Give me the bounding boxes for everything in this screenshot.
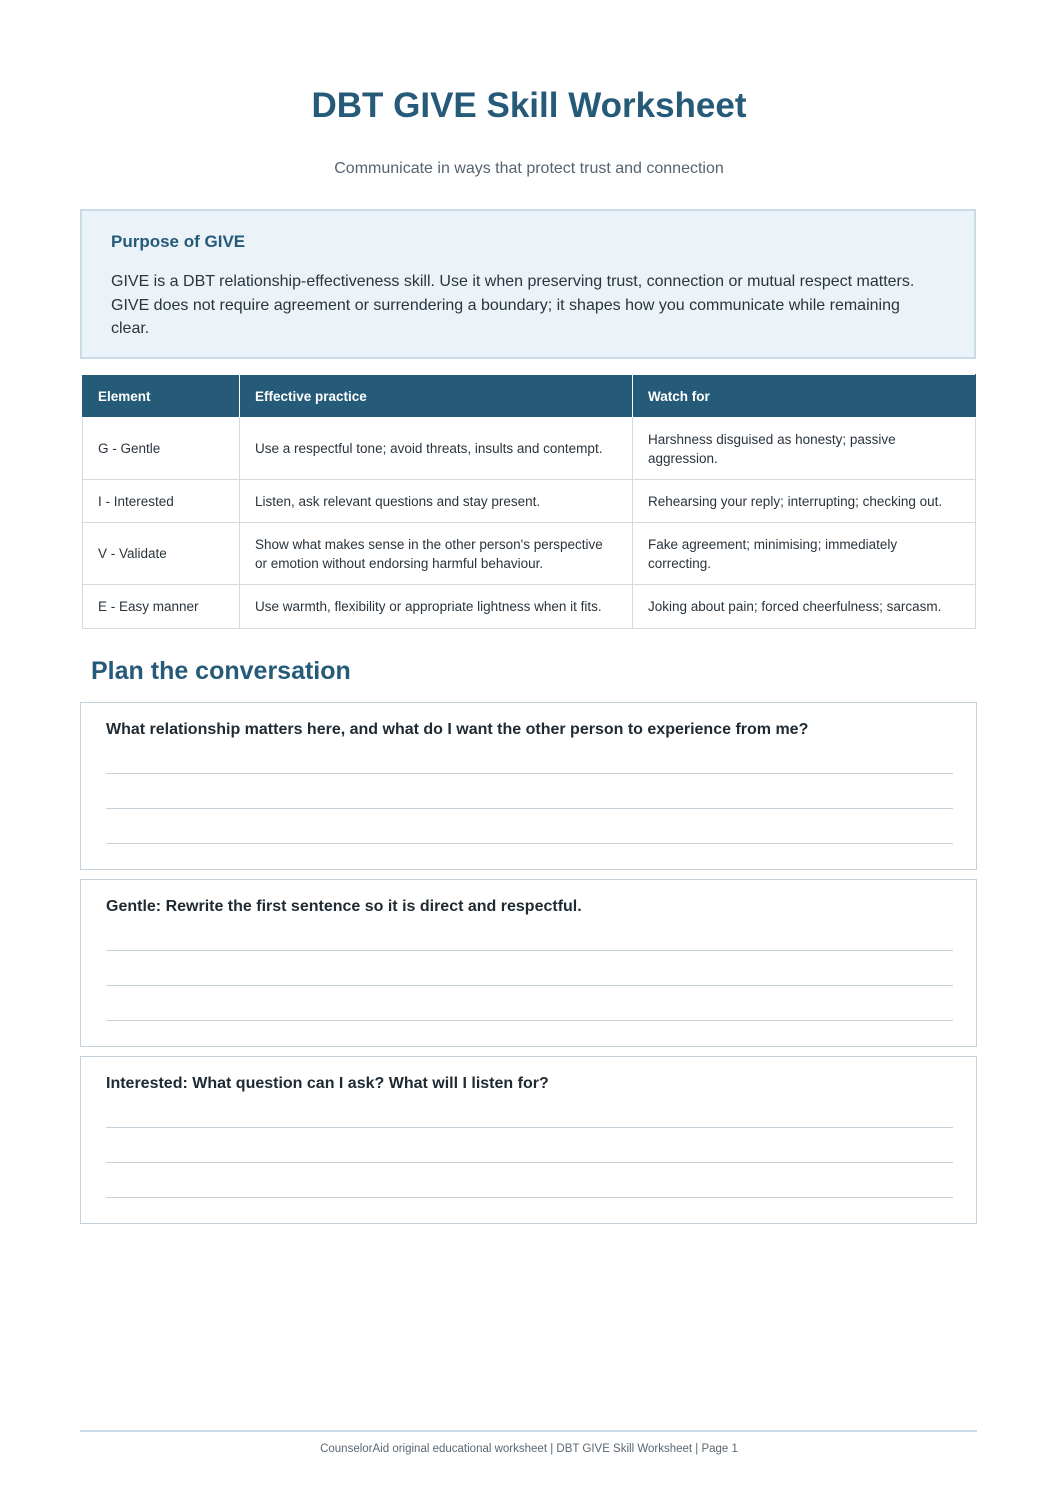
answer-line[interactable] xyxy=(106,843,953,844)
element-cell: G - Gentle xyxy=(83,418,240,480)
answer-line[interactable] xyxy=(106,1162,953,1163)
prompt-label: Interested: What question can I ask? What will I listen for? xyxy=(106,1075,549,1092)
answer-line[interactable] xyxy=(106,1197,953,1198)
prompt-box-gentle xyxy=(80,879,977,1047)
prompt-box-interested xyxy=(80,1056,977,1224)
purpose-heading: Purpose of GIVE xyxy=(111,232,246,251)
answer-line[interactable] xyxy=(106,950,953,951)
watch-for-cell: Joking about pain; forced cheerfulness; sarcasm. xyxy=(633,585,976,629)
table-row xyxy=(83,523,976,585)
purpose-text: GIVE is a DBT relationship-effectiveness skill. Use it when preserving trust, connection or mutual respect matters. GIVE does not require agreement or surrendering a boundary; it shapes how you communicate while remaining clear. xyxy=(111,273,915,337)
plan-section-heading: Plan the conversation xyxy=(91,657,351,685)
watch-for-cell: Harshness disguised as honesty; passive aggression. xyxy=(633,418,976,480)
page-subtitle: Communicate in ways that protect trust and connection xyxy=(334,160,724,177)
table-header-row xyxy=(83,375,976,418)
prompt-label: Gentle: Rewrite the first sentence so it is direct and respectful. xyxy=(106,898,582,915)
table-row xyxy=(83,585,976,629)
purpose-box xyxy=(80,209,976,359)
column-header-watch-for: Watch for xyxy=(633,375,976,418)
page-title: DBT GIVE Skill Worksheet xyxy=(311,86,747,125)
practice-cell: Use a respectful tone; avoid threats, insults and contempt. xyxy=(240,418,633,480)
answer-line[interactable] xyxy=(106,1127,953,1128)
answer-line[interactable] xyxy=(106,808,953,809)
element-cell: I - Interested xyxy=(83,480,240,523)
table-row xyxy=(83,418,976,480)
footer-divider xyxy=(80,1430,977,1432)
element-cell: V - Validate xyxy=(83,523,240,585)
column-header-element: Element xyxy=(83,375,240,418)
practice-cell: Show what makes sense in the other person's perspective or emotion without endorsing harmful behaviour. xyxy=(240,523,633,585)
watch-for-cell: Fake agreement; minimising; immediately correcting. xyxy=(633,523,976,585)
answer-line[interactable] xyxy=(106,1020,953,1021)
practice-cell: Listen, ask relevant questions and stay present. xyxy=(240,480,633,523)
answer-line[interactable] xyxy=(106,985,953,986)
page-footer: CounselorAid original educational worksheet | DBT GIVE Skill Worksheet | Page 1 xyxy=(320,1443,738,1455)
prompt-label: What relationship matters here, and what do I want the other person to experience from me? xyxy=(106,721,809,738)
prompt-box-relationship xyxy=(80,702,977,870)
element-cell: E - Easy manner xyxy=(83,585,240,629)
watch-for-cell: Rehearsing your reply; interrupting; checking out. xyxy=(633,480,976,523)
practice-cell: Use warmth, flexibility or appropriate lightness when it fits. xyxy=(240,585,633,629)
column-header-effective-practice: Effective practice xyxy=(240,375,633,418)
give-skill-table xyxy=(82,374,976,629)
table-row xyxy=(83,480,976,523)
answer-line[interactable] xyxy=(106,773,953,774)
